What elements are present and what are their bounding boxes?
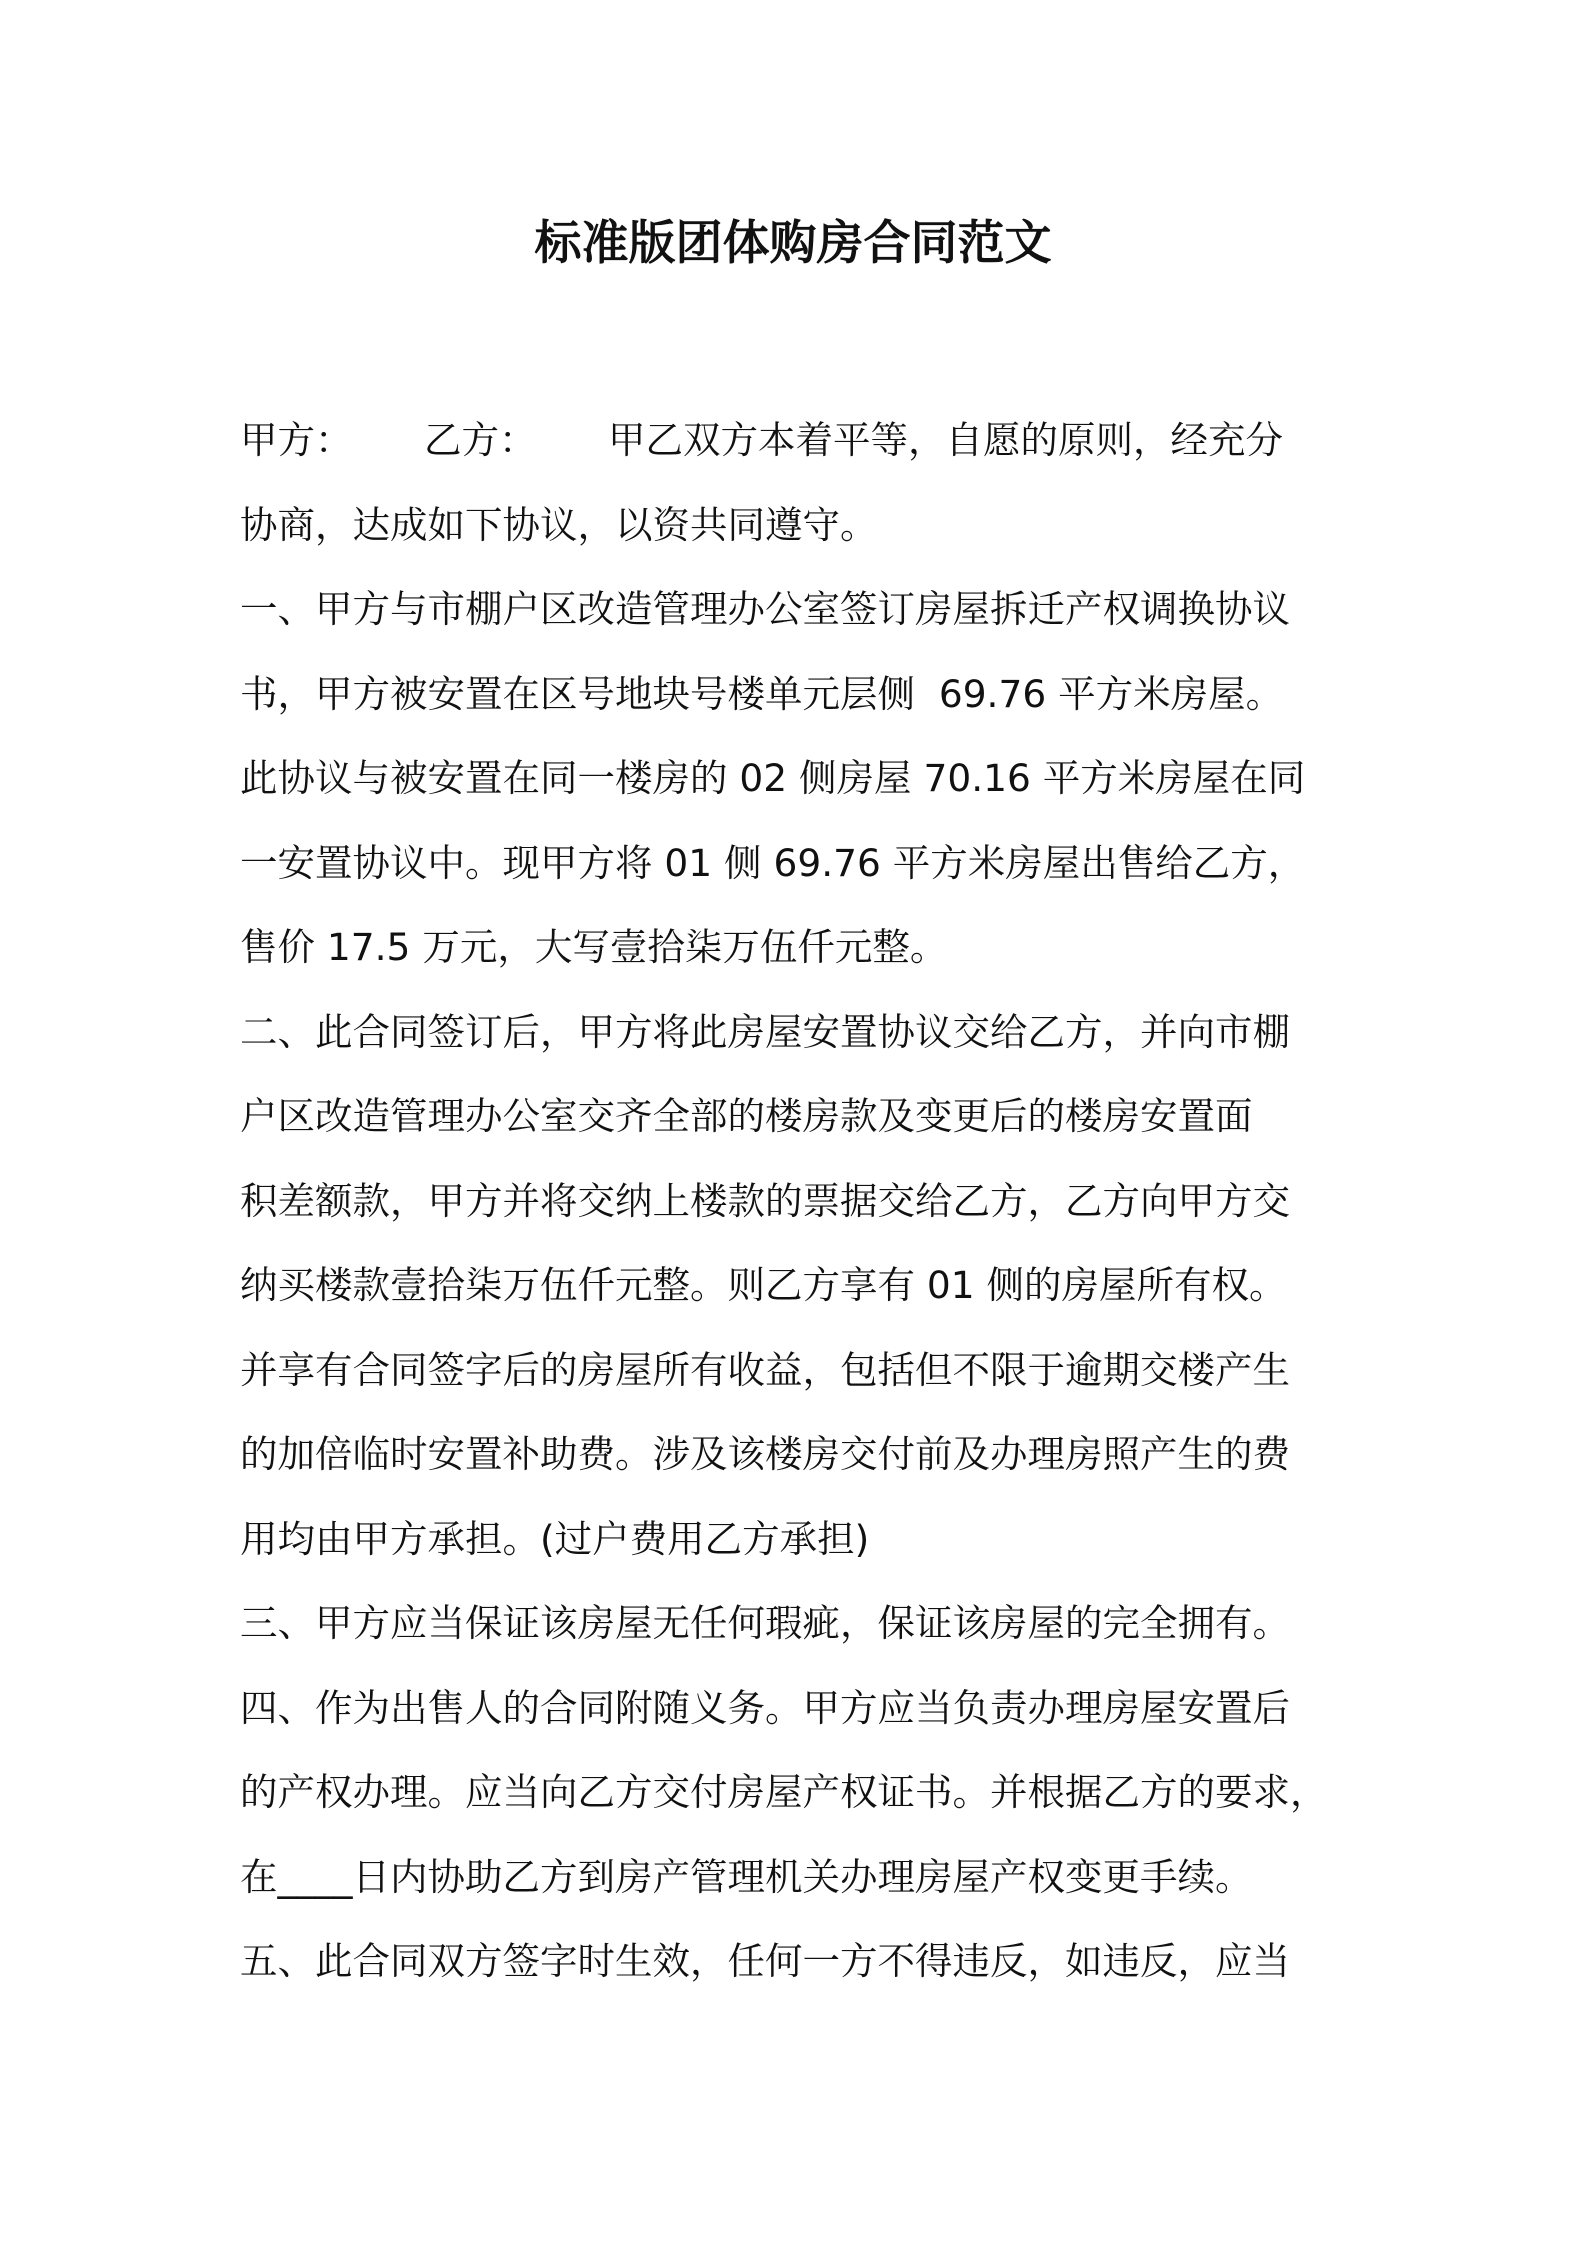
body-line: 二、此合同签订后，甲方将此房屋安置协议交给乙方，并向市棚 — [240, 1009, 1290, 1054]
document-body — [240, 398, 1360, 2004]
body-line: 的产权办理。应当向乙方交付房屋产权证书。并根据乙方的要求， — [240, 1770, 1328, 1814]
body-line: 的加倍临时安置补助费。涉及该楼房交付前及办理房照产生的费 — [240, 1432, 1290, 1476]
body-line: 一安置协议中。现甲方将 01 侧 69.76 平方米房屋出售给乙方， — [240, 840, 1306, 885]
body-line: 在____日内协助乙方到房产管理机关办理房屋产权变更手续。 — [240, 1854, 1253, 1899]
body-line: 五、此合同双方签字时生效，任何一方不得违反，如违反，应当 — [240, 1939, 1290, 1983]
body-line: 三、甲方应当保证该房屋无任何瑕疵，保证该房屋的完全拥有。 — [240, 1601, 1290, 1645]
body-line: 并享有合同签字后的房屋所有收益，包括但不限于逾期交楼产生 — [240, 1347, 1290, 1392]
body-line: 书，甲方被安置在区号地块号楼单元层侧 69.76 平方米房屋。 — [240, 671, 1284, 716]
body-line: 用均由甲方承担。(过户费用乙方承担) — [240, 1516, 870, 1561]
body-line: 户区改造管理办公室交齐全部的楼房款及变更后的楼房安置面 — [240, 1094, 1253, 1138]
body-line: 协商，达成如下协议，以资共同遵守。 — [240, 502, 878, 547]
body-line: 纳买楼款壹拾柒万伍仟元整。则乙方享有 01 侧的房屋所有权。 — [240, 1263, 1287, 1307]
body-line: 积差额款，甲方并将交纳上楼款的票据交给乙方，乙方向甲方交 — [240, 1178, 1290, 1223]
document-title: 标准版团体购房合同范文 — [534, 216, 1052, 271]
body-line: 一、甲方与市棚户区改造管理办公室签订房屋拆迁产权调换协议 — [240, 587, 1290, 631]
body-line: 售价 17.5 万元，大写壹拾柒万伍仟元整。 — [240, 925, 948, 969]
body-line: 四、作为出售人的合同附随义务。甲方应当负责办理房屋安置后 — [240, 1685, 1290, 1730]
body-line: 甲方： 乙方： 甲乙双方本着平等，自愿的原则，经充分 — [240, 418, 1284, 462]
body-line: 此协议与被安置在同一楼房的 02 侧房屋 70.16 平方米房屋在同 — [240, 756, 1306, 800]
